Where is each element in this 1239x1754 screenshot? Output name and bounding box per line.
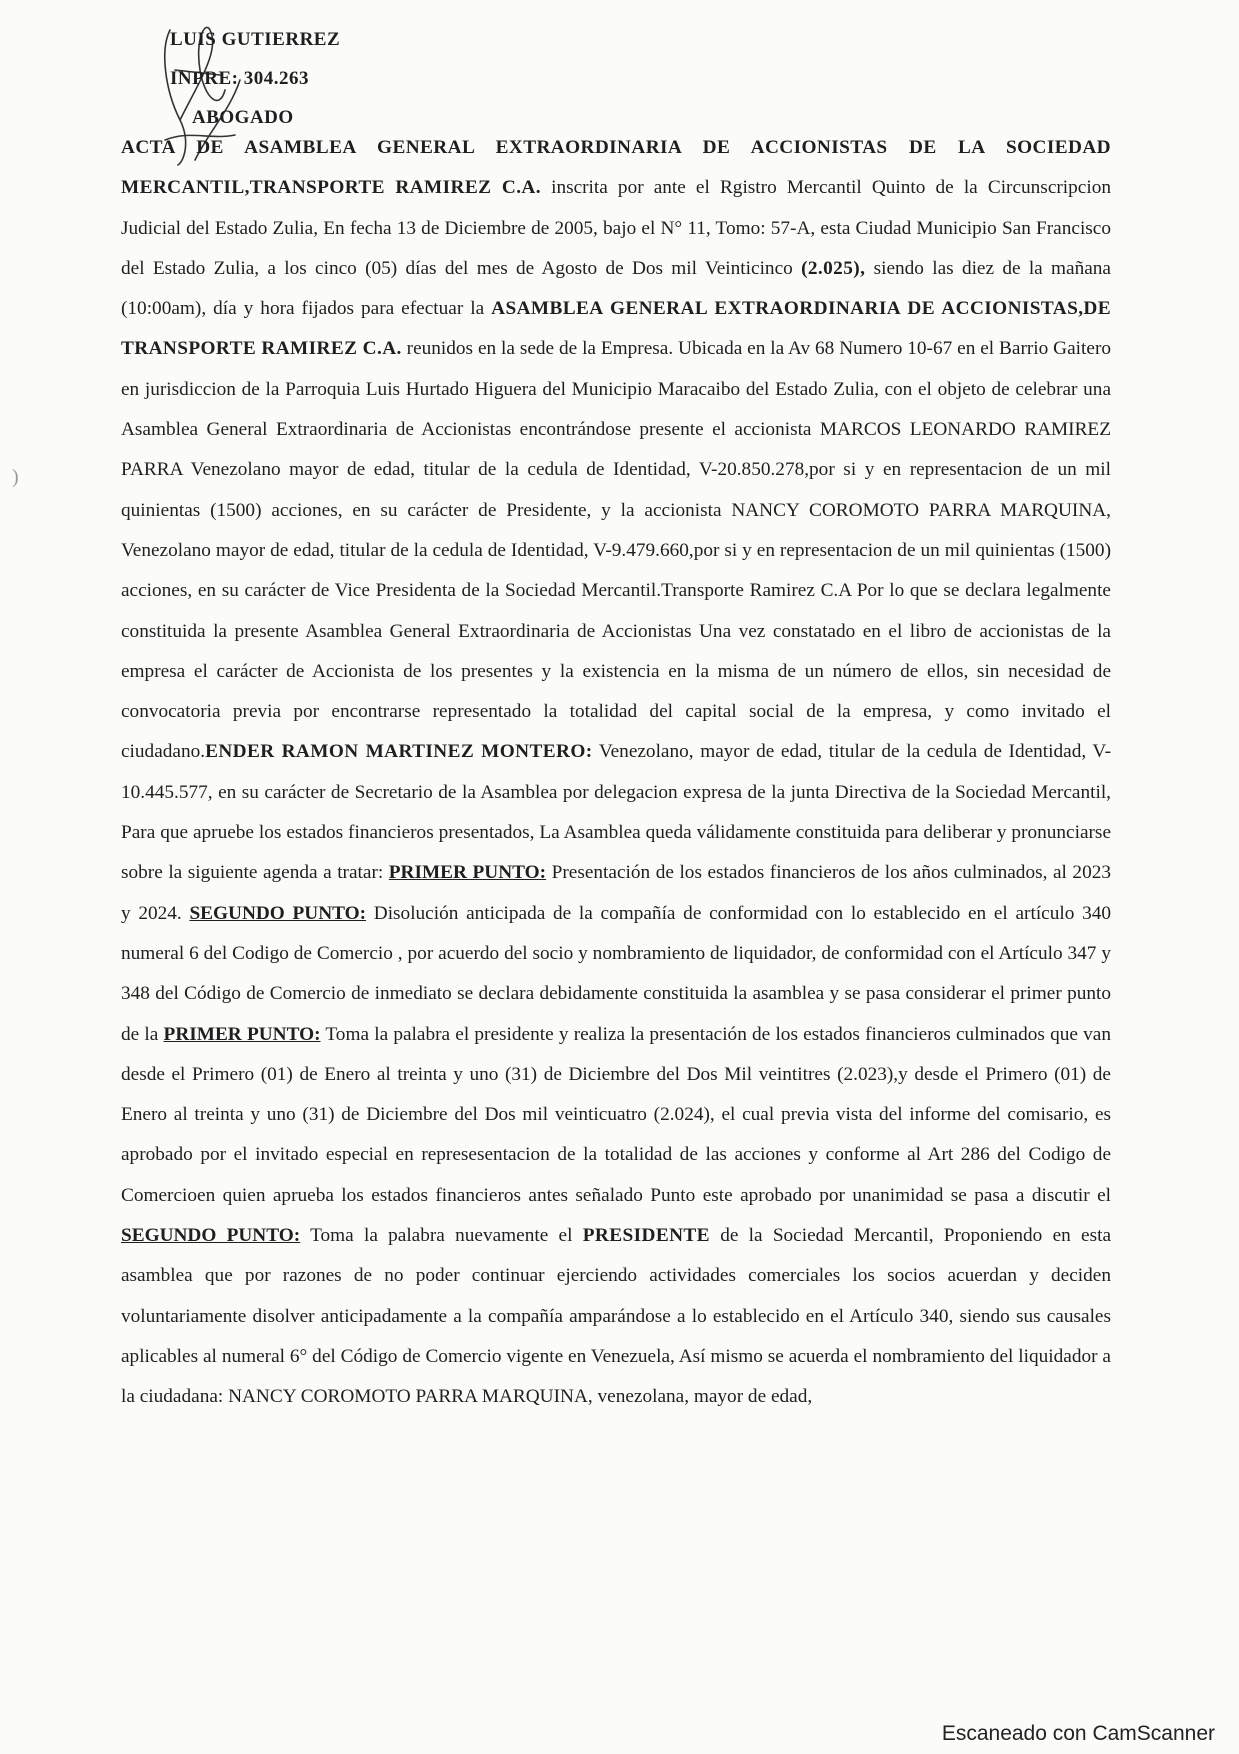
body-paragraph-8: Toma la palabra nuevamente el xyxy=(300,1225,583,1247)
body-paragraph-6: Disolución anticipada de la compañía de conformidad con lo establecido en el artículo 340 numeral 6 del Codigo de Comercio , por acuerdo del socio y nombramiento de liquidador, de conformidad con el Artículo 347 y 348 del Código de Comercio de inmediato se declara debidamente constituida la asamblea y se pasa considerar el primer punto de la xyxy=(121,902,1111,1045)
document-body xyxy=(121,128,1111,1418)
body-paragraph-7: Toma la palabra el presidente y realiza la presentación de los estados financieros culminados que van desde el Primero (01) de Enero al treinta y uno (31) de Diciembre del Dos Mil veintitres (2.023),y desde el Primero (01) de Enero al treinta y uno (31) de Diciembre del Dos mil veinticuatro (2.024), el cual previa vista del informe del comisario, es aprobado por el invitado especial en represesentacion de la totalidad de las acciones y conforme al Art 286 del Codigo de Comercioen quien aprueba los estados financieros antes señalado Punto este aprobado por unanimidad se pasa a discutir el xyxy=(121,1023,1111,1206)
presidente-bold: PRESIDENTE xyxy=(582,1225,710,1247)
segundo-punto-heading-2: SEGUNDO PUNTO: xyxy=(121,1225,301,1247)
body-paragraph-4: Venezolano, mayor de edad, titular de la cedula de Identidad, V-10.445.577, en su carácter de Secretario de la Asamblea por delegacion expresa de la junta Directiva de la Sociedad Mercantil, Para que apruebe los estados financieros presentados, La Asamblea queda válidamente constituida para deliberar y pronunciarse sobre la siguiente agenda a tratar: xyxy=(121,741,1112,884)
primer-punto-heading-2: PRIMER PUNTO: xyxy=(163,1023,321,1045)
body-paragraph-5: Presentación de los estados financieros de los años culminados, al 2023 y 2024. xyxy=(121,862,1111,924)
act-title: ACTA DE ASAMBLEA GENERAL EXTRAORDINARIA DE ACCIONISTAS DE LA SOCIEDAD MERCANTIL,TRANSPORTE RAMIREZ C.A. xyxy=(121,137,1111,199)
body-paragraph-9: de la Sociedad Mercantil, Proponiendo en esta asamblea que por razones de no poder continuar ejerciendo actividades comerciales los socios acuerdan y deciden voluntariamente disolver anticipadamente a la compañía amparándose a lo establecido en el Artículo 340, siendo sus causales aplicables al numeral 6° del Código de Comercio vigente en Venezuela, Así mismo se acuerda el nombramiento del liquidador a la ciudadana: NANCY COROMOTO PARRA MARQUINA, venezolana, mayor de edad, xyxy=(121,1225,1111,1408)
assembly-name-bold: ASAMBLEA GENERAL EXTRAORDINARIA DE ACCIONISTAS,DE TRANSPORTE RAMIREZ C.A. xyxy=(121,298,1111,360)
year-bold: (2.025), xyxy=(801,257,866,279)
lawyer-title: ABOGADO xyxy=(192,107,294,128)
body-paragraph-1: inscrita por ante el Rgistro Mercantil Quinto de la Circunscripcion Judicial del Estado Zulia, En fecha 13 de Diciembre de 2005, bajo el N° 11, Tomo: 57-A, esta Ciudad Municipio San Francisco del Estado Zulia, a los cinco (05) días del mes de Agosto de Dos mil Veinticinco xyxy=(121,177,1111,279)
body-paragraph-2: siendo las diez de la mañana (10:00am), día y hora fijados para efectuar la xyxy=(121,257,1111,320)
lawyer-name: LUIS GUTIERREZ xyxy=(170,29,341,50)
lawyer-inpre: INPRE: 304.263 xyxy=(170,68,309,89)
segundo-punto-heading: SEGUNDO PUNTO: xyxy=(189,902,367,924)
scanner-watermark: Escaneado con CamScanner xyxy=(941,1722,1215,1745)
body-paragraph-3: reunidos en la sede de la Empresa. Ubicada en la Av 68 Numero 10-67 en el Barrio Gaitero en jurisdiccion de la Parroquia Luis Hurtado Higuera del Municipio Maracaibo del Estado Zulia, con el objeto de celebrar una Asamblea General Extraordinaria de Accionistas encontrándose presente el accionista MARCOS LEONARDO RAMIREZ PARRA Venezolano mayor de edad, titular de la cedula de Identidad, V-20.850.278,por si y en representacion de un mil quinientas (1500) acciones, en su carácter de Presidente, y la accionista NANCY COROMOTO PARRA MARQUINA, Venezolano mayor de edad, titular de la cedula de Identidad, V-9.479.660,por si y en representacion de un mil quinientas (1500) acciones, en su carácter de Vice Presidenta de la Sociedad Mercantil.Transporte Ramirez C.A Por lo que se declara legalmente constituida la presente Asamblea General Extraordinaria de Accionistas Una vez constatado en el libro de accionistas de la empresa el carácter de Accionista de los presentes y la existencia en la misma de un número de ellos, sin necesidad de convocatoria previa por encontrarse representado la totalidad del capital social de la empresa, y como invitado el ciudadano. xyxy=(121,338,1111,763)
guest-name-bold: ENDER RAMON MARTINEZ MONTERO: xyxy=(205,741,593,763)
primer-punto-heading: PRIMER PUNTO: xyxy=(388,862,547,884)
lawyer-header xyxy=(170,20,340,137)
margin-mark: ) xyxy=(12,466,19,488)
